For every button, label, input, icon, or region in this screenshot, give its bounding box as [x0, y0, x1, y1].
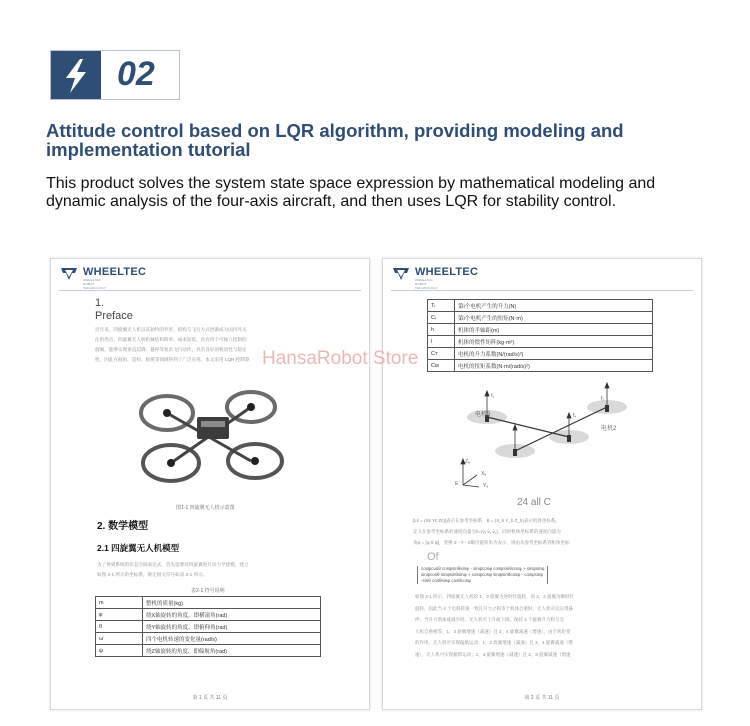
- table-row: h 机体的半轴距(m): [428, 324, 653, 336]
- force-label: f₄: [573, 413, 577, 419]
- body-line: 的作用，无人机可实现偏航运动；1，2 旋翼增速（减速）且 3，4 旋翼减速（增: [415, 640, 573, 645]
- axis-label: E: [455, 481, 459, 487]
- dynamics-paragraph: [415, 591, 685, 660]
- formula-paragraph: [413, 515, 683, 548]
- brand-subtitle: WHEELTEC ROBOT TECHNOLOGY: [83, 278, 107, 290]
- table-row: ψ 绕Z轴旋转的角度，即偏航角(rad): [96, 645, 321, 657]
- quadrotor-drone-image: [131, 377, 291, 497]
- store-watermark: HansaRobot Store: [262, 348, 419, 369]
- force-label: f₂: [601, 396, 605, 402]
- brand-name: WHEELTEC: [415, 266, 479, 278]
- section-title: 2. 数学模型: [97, 521, 149, 532]
- preface-number: 1.: [95, 297, 105, 309]
- wheeltec-logo-icon: [391, 265, 411, 285]
- section-description: This product solves the system state space expression by mathematical modeling and dynamic analysis of the four-axis aircraft, and then uses LQR for stability control.: [46, 175, 656, 210]
- motor3-label: 电机3: [475, 412, 491, 418]
- intro-line: 性，因此在航拍、巡检、救援等领域得到了广泛应用。本文采用 LQR 控制算: [95, 357, 250, 362]
- table-row: θ 绕Y轴旋转的角度，即俯仰角(rad): [96, 621, 321, 633]
- document-page-right: [382, 258, 702, 710]
- body-line: 为了得到系统的状态空间表达式，首先需要对四旋翼进行动力学建模，建立: [97, 562, 249, 567]
- table-row: Cᴍ 电机的扭矩系数(N·m/(rad/s)²): [428, 360, 653, 372]
- body-line: 旋转，因此当 4 个电机转速一致且升力之和等于机体自重时，无人机可以实现悬: [415, 605, 574, 611]
- figure-label: 24 all C: [517, 497, 551, 508]
- quadrotor-force-diagram: [445, 377, 655, 489]
- brand-name: WHEELTEC: [83, 266, 147, 278]
- table-row: m 整机的质量(kg): [96, 597, 321, 609]
- body-line: 停。当升力增加或减少时，无人机可上升或下降，保持 4 个旋翼升力和与无: [415, 617, 565, 622]
- body-line: 如图 2-1 所示，四旋翼无人机的 1，3 旋翼为逆时针旋转，而 2，4 旋翼为顺时针: [415, 594, 575, 599]
- brand-subtitle: WHEELTEC ROBOT TECHNOLOGY: [415, 278, 439, 290]
- intro-line: 注的热点，四旋翼无人机机械结构简单、成本较低，具有四个可独立控制的: [95, 337, 247, 342]
- intro-line: 近年来，四旋翼无人机以其独特的外形、结构与飞行方式逐渐成为国内外关: [95, 327, 247, 332]
- table-row: Cᵢ 第i个电机产生的扭矩(N·m): [428, 312, 653, 324]
- table-row: Cᴛ 电机的升力系数(N/(rad/s)²): [428, 348, 653, 360]
- table-row: φ 绕X轴旋转的角度，即横滚角(rad): [96, 609, 321, 621]
- of-label: Of: [427, 551, 439, 563]
- page-number: 第 2 页 共 11 页: [524, 695, 560, 701]
- body-paragraph: [97, 560, 337, 580]
- body-line: 速），无人机可实现俯仰运动；1，4 旋翼增速（减速）且 2，3 旋翼减速（增速: [415, 651, 571, 657]
- table-caption: 表2-1 符号说明: [191, 588, 225, 594]
- body-line: 如图 2-1 所示的坐标系，规定相关符号如表 2-1 所示。: [97, 572, 208, 577]
- header-rule: [391, 290, 693, 291]
- document-page-left: [50, 258, 370, 710]
- symbol-table-continued: [427, 299, 653, 372]
- rotation-matrix: [417, 566, 548, 584]
- symbol-table: [95, 596, 321, 657]
- matrix-row: cosψcosθ cosψsinθsinφ - sinψcosφ cosψsinθcosφ + sinψsinφ: [421, 566, 545, 571]
- formula-line: [Lᴇ = (Xᴇ Yᴇ Zᴇ)]表示在参考坐标系，B = (X_b Y_b Z_b)表示机体坐标系。: [413, 518, 560, 523]
- axis-label: Zₑ: [465, 459, 470, 465]
- section-heading: Attitude control based on LQR algorithm, providing modeling and implementation tutorial: [46, 120, 624, 160]
- header-rule: [59, 290, 361, 291]
- subsection-title: 2.1 四旋翼无人机模型: [97, 543, 180, 553]
- figure-caption: 图1-1 四旋翼无人机示意图: [176, 505, 235, 511]
- axis-label: Xₑ: [481, 471, 487, 477]
- section-number: 02: [117, 55, 155, 93]
- body-line: 角φ = [φ θ ψ]，变换 Z - Y - X顺序旋转角为表示，则由从参考坐标系到机体坐标: [413, 540, 570, 545]
- lightning-bolt-icon: [51, 51, 101, 99]
- preface-title: Preface: [95, 310, 133, 322]
- force-label: f₃: [491, 393, 495, 399]
- table-row: Tᵢ 第i个电机产生的升力(N): [428, 300, 653, 312]
- matrix-row: -sinθ cosθsinφ cosθcosφ: [421, 578, 471, 583]
- page-number: 第 1 页 共 11 页: [192, 695, 228, 701]
- table-row: I 机体的惯性矩阵(kg·m²): [428, 336, 653, 348]
- body-line: 人机自重相等，1，3 旋翼增速（减速）且 2，4 旋翼减速（增速），由于转矩变: [415, 628, 571, 634]
- motor2-label: 电机2: [601, 426, 617, 432]
- axis-label: Yₑ: [483, 483, 489, 489]
- intro-line: 旋翼，能够实现垂直起降、悬停等复杂飞行动作，具有良好的机动性与稳定: [95, 347, 247, 352]
- body-line: 定义在参考坐标系的速度向量为ṽ=(v̇ₓ v̇ᵧ v̇ᵤ)，同时机体坐标系的速度向量为: [413, 529, 561, 534]
- force-label: f₁: [513, 427, 517, 433]
- matrix-row: sinψcosθ sinψsinθsinφ + cosψcosφ sinψsinθcosφ - cosψsinφ: [421, 572, 544, 577]
- wheeltec-logo-icon: [59, 265, 79, 285]
- table-row: ω̇ 四个电机转速的变化量(rad/s): [96, 633, 321, 645]
- section-badge: [50, 50, 180, 100]
